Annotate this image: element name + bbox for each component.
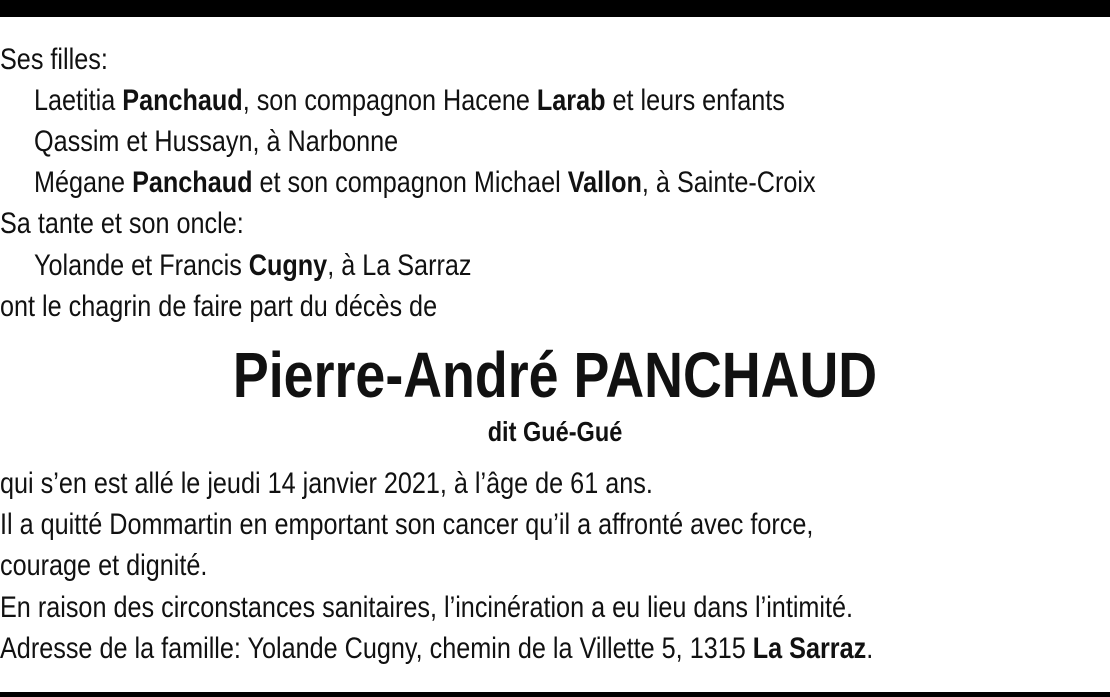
- address-end: .: [866, 632, 874, 665]
- address-town: La Sarraz: [752, 632, 867, 665]
- illness-line: Il a quitté Dommartin en emportant son cancer qu’il a affronté avec force,: [0, 508, 814, 541]
- ceremony-line: En raison des circonstances sanitaires, l’incinération a eu lieu dans l’intimité.: [0, 591, 854, 624]
- illness-line-continued: courage et dignité.: [0, 549, 208, 582]
- deceased-nickname: dit Gué-Gué: [487, 416, 623, 447]
- daughter1-surname: Panchaud: [122, 84, 243, 117]
- deceased-name: Pierre-André PANCHAUD: [232, 339, 878, 411]
- daughter1-partner-surname: Larab: [536, 84, 606, 117]
- daughter1-partner-text: , son compagnon Hacene: [242, 84, 537, 117]
- daughter2-rest: , à Sainte-Croix: [641, 166, 816, 199]
- death-date-line: qui s’en est allé le jeudi 14 janvier 2021, à l’âge de 61 ans.: [0, 467, 653, 500]
- daughter1-children-line: Qassim et Hussayn, à Narbonne: [34, 125, 399, 158]
- daughter1-first-name: Laetitia: [34, 84, 123, 117]
- announcement-line: ont le chagrin de faire part du décès de: [0, 290, 438, 323]
- aunt-uncle-surname: Cugny: [248, 249, 328, 282]
- daughter2-first-name: Mégane: [34, 166, 133, 199]
- daughter2-line: [34, 165, 816, 201]
- daughters-heading: Ses filles:: [0, 43, 108, 76]
- daughter2-partner-surname: Vallon: [567, 166, 642, 199]
- daughter2-surname: Panchaud: [132, 166, 253, 199]
- aunt-uncle-heading: Sa tante et son oncle:: [0, 207, 244, 240]
- daughter1-line: [34, 83, 785, 119]
- aunt-uncle-line: [34, 248, 471, 284]
- bottom-rule: [0, 692, 1110, 697]
- aunt-uncle-rest: , à La Sarraz: [327, 249, 472, 282]
- top-rule: [0, 0, 1110, 17]
- address-line: [0, 631, 873, 667]
- aunt-uncle-names: Yolande et Francis: [34, 249, 249, 282]
- daughter1-rest: et leurs enfants: [605, 84, 785, 117]
- address-prefix: Adresse de la famille: Yolande Cugny, chemin de la Villette 5, 1315: [0, 632, 753, 665]
- daughter2-partner-text: et son compagnon Michael: [252, 166, 568, 199]
